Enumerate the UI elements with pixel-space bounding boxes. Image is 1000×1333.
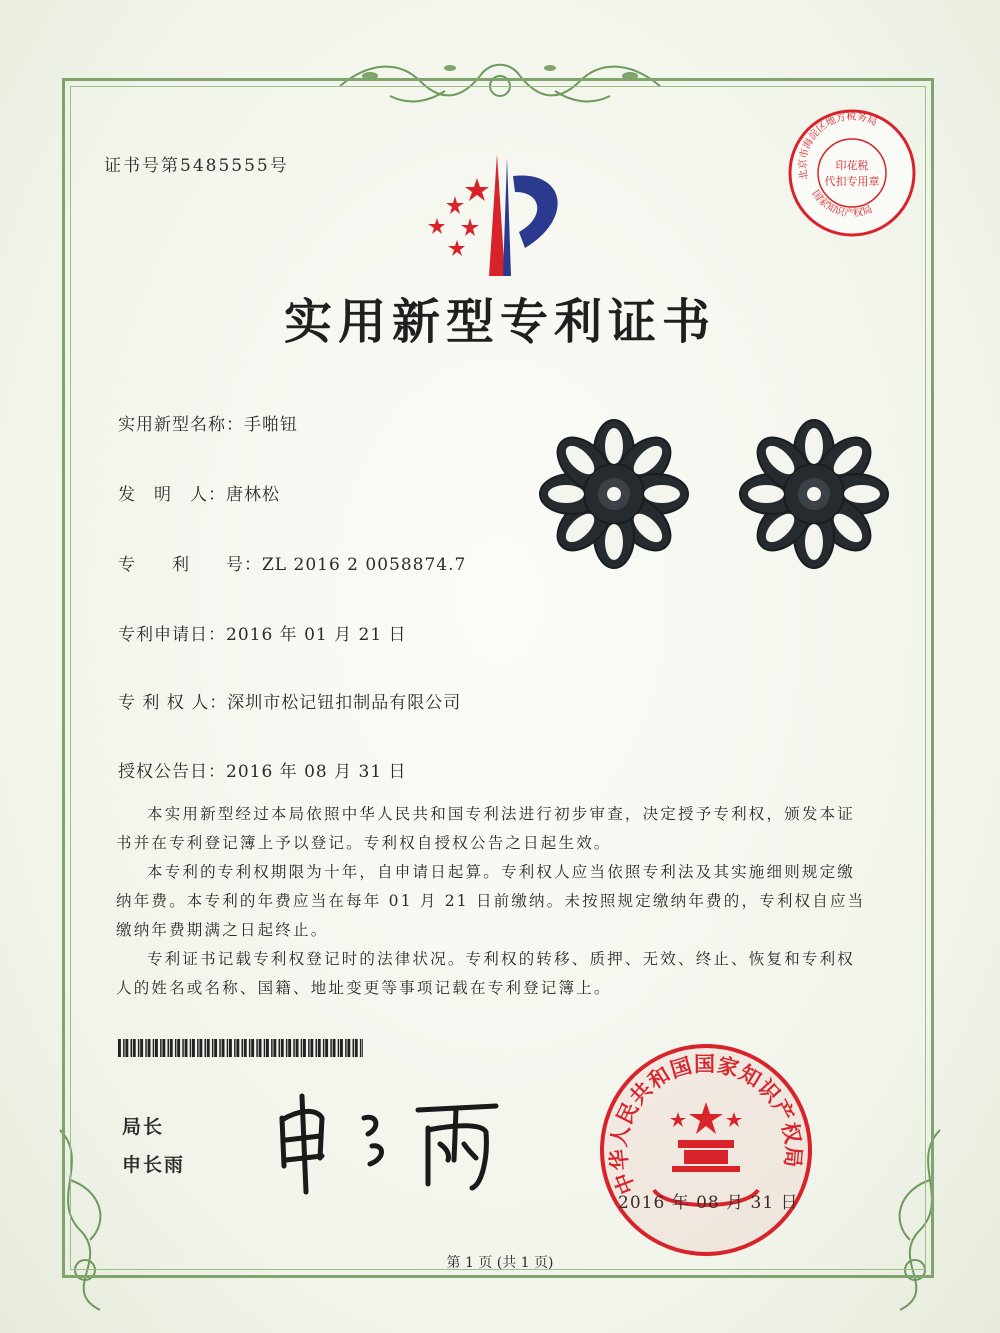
field-patent-number	[118, 550, 466, 575]
body-paragraph: 本专利的专利权期限为十年，自申请日起算。专利权人应当依照专利法及其实施细则规定缴纳年费。本专利的年费应当在每年 01 月 21 日前缴纳。未按照规定缴纳年费的，专利权自应当缴纳年费期满之日起终止。	[116, 863, 866, 939]
field-label: 专 利 号：	[118, 555, 262, 575]
field-value: 2016 年 01 月 21 日	[226, 625, 407, 645]
certificate-number: 证书号第5485555号	[104, 156, 289, 176]
director-title: 局长	[122, 1116, 165, 1138]
product-photo	[532, 408, 906, 578]
patent-office-seal	[596, 1040, 816, 1260]
body-paragraph: 本实用新型经过本局依照中华人民共和国专利法进行初步审查，决定授予专利权，颁发本证书并在专利登记簿上予以登记。专利权自授权公告之日起生效。	[116, 805, 856, 852]
patent-office-logo	[415, 148, 585, 276]
field-grant-date	[118, 757, 407, 782]
field-value: 2016 年 08 月 31 日	[226, 762, 407, 782]
field-label: 实用新型名称：	[118, 415, 244, 435]
field-patent-holder	[118, 688, 461, 713]
field-label: 专 利 权 人：	[118, 693, 228, 713]
stamp-outer-text: 北京市海淀区地方税务局	[797, 111, 879, 181]
tax-stamp-seal	[786, 107, 918, 239]
field-label: 授权公告日：	[118, 762, 226, 782]
page-number: 第 1 页 (共 1 页)	[446, 1255, 554, 1271]
body-paragraph: 专利证书记载专利权登记时的法律状况。专利权的转移、质押、无效、终止、恢复和专利权人的姓名或名称、国籍、地址变更等事项记载在专利登记簿上。	[116, 950, 856, 997]
seal-date: 2016 年 08 月 31 日	[618, 1193, 799, 1213]
field-label: 发 明 人：	[118, 485, 226, 505]
stamp-bottom-text: 国家知识产权局	[809, 188, 875, 220]
barcode	[118, 1039, 363, 1057]
field-value: 唐林松	[226, 485, 280, 505]
field-inventor	[118, 480, 280, 505]
certificate-body	[116, 800, 866, 1003]
field-value: 手啪钮	[244, 415, 298, 435]
director-name: 申长雨	[122, 1154, 186, 1176]
field-value: ZL 2016 2 0058874.7	[262, 555, 467, 575]
field-label: 专利申请日：	[118, 625, 226, 645]
field-utility-name	[118, 410, 298, 435]
stamp-inner-text: 印花税	[835, 159, 869, 172]
field-apply-date	[118, 620, 407, 645]
stamp-inner-text: 代扣专用章	[824, 175, 880, 188]
field-value: 深圳市松记钮扣制品有限公司	[227, 693, 462, 713]
certificate-title: 实用新型专利证书	[283, 294, 716, 350]
director-signature	[268, 1088, 508, 1198]
seal-text: 中华人民共和国国家知识产权局	[606, 1052, 806, 1198]
